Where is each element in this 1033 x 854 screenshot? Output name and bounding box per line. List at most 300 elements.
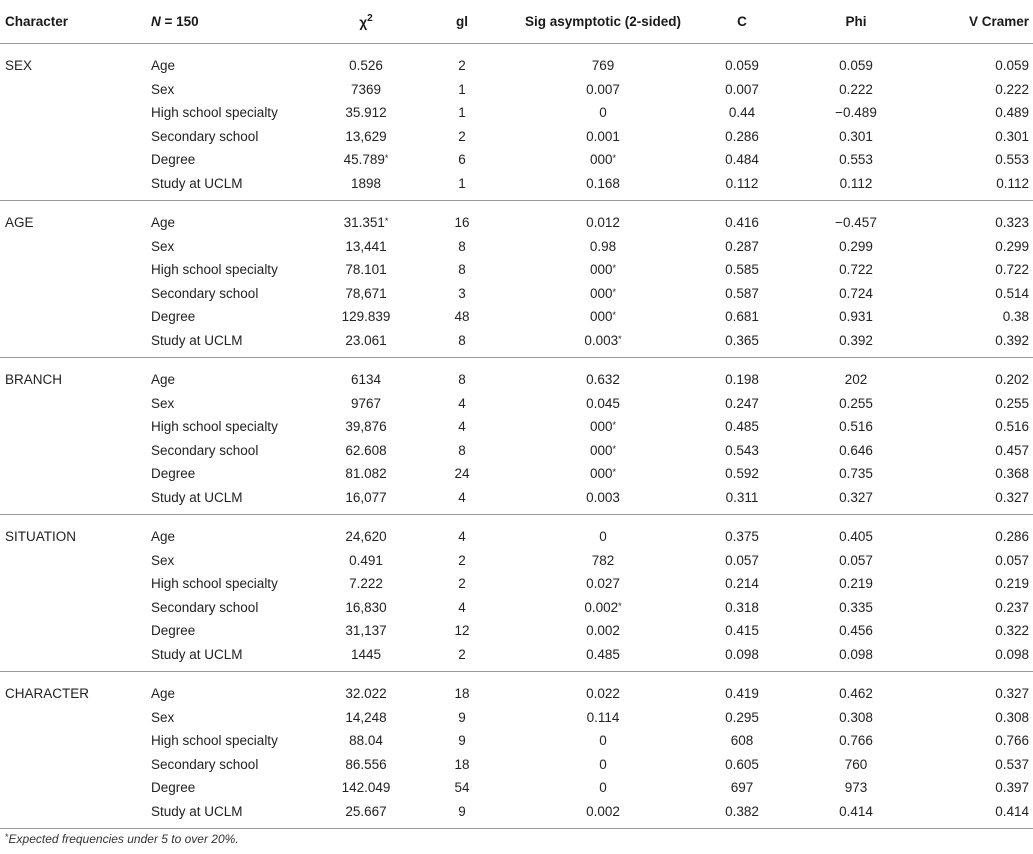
c-cell	[683, 486, 801, 515]
variable-cell	[151, 572, 331, 596]
significance-marker: *	[612, 467, 617, 478]
sig-cell-value: 0	[599, 780, 607, 796]
phi-cell	[801, 706, 911, 730]
phi-cell	[801, 643, 911, 672]
c-cell	[683, 462, 801, 486]
c-cell-value: 0.318	[725, 599, 759, 615]
v-cramer-cell-value: 0.219	[995, 576, 1029, 592]
v-cramer-cell	[911, 753, 1033, 777]
table-row	[0, 462, 1033, 486]
variable-cell	[151, 549, 331, 573]
group-label-cell	[0, 753, 151, 777]
v-cramer-cell	[911, 101, 1033, 125]
chi-square-cell-value: 24,620	[345, 529, 387, 545]
gl-cell-value: 9	[458, 803, 466, 819]
phi-cell-value: 0.112	[839, 175, 873, 191]
gl-cell-value: 9	[458, 709, 466, 725]
chi-square-cell-value: 23.061	[345, 332, 387, 348]
c-cell	[683, 201, 801, 235]
chi-square-cell	[331, 549, 401, 573]
chi-square-cell-value: 6134	[350, 372, 382, 388]
variable-cell-value: High school specialty	[151, 576, 278, 592]
gl-cell-value: 4	[458, 419, 466, 435]
sig-cell-value: 0.485	[586, 646, 620, 662]
group-label-cell	[0, 282, 151, 306]
chi-square-cell	[331, 572, 401, 596]
variable-cell-value: Sex	[151, 238, 175, 254]
sig-cell-value: 0	[599, 733, 607, 749]
c-cell	[683, 101, 801, 125]
phi-cell	[801, 78, 911, 102]
gl-cell-value: 24	[454, 466, 470, 482]
chi-square-cell-value: 7.222	[349, 576, 383, 592]
significance-marker: *	[612, 153, 617, 164]
variable-cell	[151, 282, 331, 306]
phi-cell-value: 0.735	[839, 466, 873, 482]
phi-cell-value: 0.335	[839, 599, 873, 615]
phi-cell-value: 0.766	[839, 733, 873, 749]
v-cramer-cell	[911, 706, 1033, 730]
v-cramer-cell	[911, 392, 1033, 416]
variable-cell	[151, 800, 331, 829]
variable-cell	[151, 596, 331, 620]
phi-cell	[801, 258, 911, 282]
v-cramer-cell	[911, 125, 1033, 149]
gl-cell-value: 4	[458, 489, 466, 505]
chi-square-cell	[331, 44, 401, 78]
c-cell	[683, 329, 801, 358]
chi-square-cell-value: 9767	[350, 395, 382, 411]
c-cell-value: 0.059	[725, 58, 759, 74]
table-body	[0, 44, 1033, 829]
table-row	[0, 358, 1033, 392]
c-cell	[683, 672, 801, 706]
phi-cell	[801, 329, 911, 358]
gl-cell	[401, 706, 523, 730]
chi-square-cell	[331, 329, 401, 358]
phi-cell-value: 202	[844, 372, 868, 388]
chi-square-cell	[331, 305, 401, 329]
header-v-cramer: V Cramer	[911, 0, 1033, 44]
sig-cell	[523, 672, 683, 706]
c-cell	[683, 439, 801, 463]
table-row	[0, 201, 1033, 235]
c-cell	[683, 78, 801, 102]
sig-cell	[523, 282, 683, 306]
gl-cell-value: 1	[458, 81, 466, 97]
variable-cell-value: Age	[151, 529, 176, 545]
group-label-cell	[0, 125, 151, 149]
phi-cell-value: 0.392	[839, 332, 873, 348]
chi-square-cell-value: 31,137	[345, 623, 387, 639]
gl-cell-value: 8	[458, 442, 466, 458]
c-cell-value: 0.287	[725, 238, 759, 254]
variable-cell	[151, 44, 331, 78]
sig-cell	[523, 415, 683, 439]
sig-cell	[523, 643, 683, 672]
c-cell-value: 0.365	[725, 332, 759, 348]
chi-square-cell-value: 88.04	[349, 733, 383, 749]
variable-cell	[151, 439, 331, 463]
v-cramer-cell	[911, 44, 1033, 78]
sig-cell-value: 000	[589, 442, 613, 458]
variable-cell-value: Secondary school	[151, 599, 259, 615]
v-cramer-cell-value: 0.457	[995, 442, 1029, 458]
gl-cell	[401, 619, 523, 643]
c-cell-value: 0.419	[725, 686, 759, 702]
v-cramer-cell	[911, 201, 1033, 235]
sig-cell	[523, 515, 683, 549]
significance-marker: *	[612, 263, 617, 274]
variable-cell	[151, 515, 331, 549]
phi-cell	[801, 235, 911, 259]
group-label-cell	[0, 258, 151, 282]
v-cramer-cell	[911, 148, 1033, 172]
c-cell-value: 0.286	[725, 128, 759, 144]
group-label-cell-value: SEX	[5, 58, 33, 74]
c-cell	[683, 235, 801, 259]
v-cramer-cell	[911, 486, 1033, 515]
sig-cell-value: 0.007	[586, 81, 620, 97]
sig-cell	[523, 462, 683, 486]
v-cramer-cell-value: 0.098	[995, 646, 1029, 662]
c-cell-value: 0.247	[725, 395, 759, 411]
phi-cell-value: 0.516	[839, 419, 873, 435]
sig-cell	[523, 549, 683, 573]
variable-cell	[151, 706, 331, 730]
v-cramer-cell	[911, 235, 1033, 259]
c-cell	[683, 172, 801, 201]
chi-square-cell-value: 78.101	[345, 262, 387, 278]
v-cramer-cell	[911, 439, 1033, 463]
group-label-cell	[0, 776, 151, 800]
gl-cell	[401, 753, 523, 777]
gl-cell	[401, 439, 523, 463]
table-row	[0, 486, 1033, 515]
c-cell-value: 0.007	[725, 81, 759, 97]
gl-cell-value: 1	[458, 105, 466, 121]
gl-cell	[401, 148, 523, 172]
header-character: Character	[0, 0, 151, 44]
phi-cell-value: 0.456	[839, 623, 873, 639]
table-row	[0, 44, 1033, 78]
header-chi-exponent: 2	[367, 13, 373, 24]
phi-cell	[801, 125, 911, 149]
phi-cell	[801, 515, 911, 549]
gl-cell	[401, 486, 523, 515]
chi-square-cell	[331, 258, 401, 282]
c-cell-value: 0.681	[725, 309, 759, 325]
phi-cell	[801, 619, 911, 643]
gl-cell-value: 2	[458, 58, 466, 74]
v-cramer-cell-value: 0.255	[995, 395, 1029, 411]
phi-cell-value: 0.327	[839, 489, 873, 505]
c-cell	[683, 515, 801, 549]
chi-square-cell	[331, 643, 401, 672]
chi-square-cell	[331, 358, 401, 392]
gl-cell-value: 8	[458, 262, 466, 278]
phi-cell-value: 0.222	[839, 81, 873, 97]
table-row	[0, 329, 1033, 358]
c-cell-value: 697	[730, 780, 754, 796]
gl-cell	[401, 44, 523, 78]
table-row	[0, 800, 1033, 829]
gl-cell	[401, 282, 523, 306]
v-cramer-cell-value: 0.722	[995, 262, 1029, 278]
chi-square-cell	[331, 78, 401, 102]
group-label-cell	[0, 358, 151, 392]
table-row	[0, 392, 1033, 416]
phi-cell-value: 0.299	[839, 238, 873, 254]
variable-cell-value: High school specialty	[151, 262, 278, 278]
phi-cell-value: 0.219	[839, 576, 873, 592]
variable-cell-value: Degree	[151, 466, 196, 482]
c-cell	[683, 258, 801, 282]
c-cell	[683, 596, 801, 620]
chi-square-cell-value: 129.839	[341, 309, 391, 325]
gl-cell-value: 1	[458, 175, 466, 191]
chi-square-cell-value: 1898	[350, 175, 382, 191]
table-row	[0, 596, 1033, 620]
gl-cell	[401, 392, 523, 416]
sig-cell-value: 0	[599, 529, 607, 545]
chi-square-cell-value: 7369	[350, 81, 382, 97]
sig-cell-value: 0.001	[586, 128, 620, 144]
group-label-cell-value: BRANCH	[5, 372, 63, 388]
v-cramer-cell	[911, 596, 1033, 620]
gl-cell-value: 12	[454, 623, 470, 639]
variable-cell-value: Sex	[151, 395, 175, 411]
chi-square-cell	[331, 235, 401, 259]
gl-cell-value: 2	[458, 128, 466, 144]
c-cell	[683, 44, 801, 78]
sig-cell	[523, 44, 683, 78]
chi-square-cell-value: 86.556	[345, 756, 387, 772]
sig-cell-value: 000	[589, 152, 613, 168]
v-cramer-cell	[911, 282, 1033, 306]
gl-cell-value: 54	[454, 780, 470, 796]
gl-cell	[401, 572, 523, 596]
phi-cell	[801, 486, 911, 515]
group-label-cell	[0, 672, 151, 706]
variable-cell	[151, 305, 331, 329]
gl-cell	[401, 596, 523, 620]
c-cell	[683, 572, 801, 596]
table-row	[0, 235, 1033, 259]
gl-cell-value: 4	[458, 529, 466, 545]
sig-cell-value: 000	[589, 309, 613, 325]
c-cell	[683, 125, 801, 149]
table-row	[0, 672, 1033, 706]
gl-cell-value: 18	[454, 686, 470, 702]
phi-cell-value: 0.057	[839, 552, 873, 568]
gl-cell	[401, 305, 523, 329]
v-cramer-cell	[911, 549, 1033, 573]
sig-cell	[523, 148, 683, 172]
chi-square-cell	[331, 462, 401, 486]
sig-cell	[523, 706, 683, 730]
gl-cell-value: 4	[458, 599, 466, 615]
sig-cell	[523, 235, 683, 259]
chi-square-cell-value: 14,248	[345, 709, 387, 725]
variable-cell	[151, 619, 331, 643]
group-label-cell	[0, 486, 151, 515]
v-cramer-cell-value: 0.301	[995, 128, 1029, 144]
significance-marker: *	[612, 310, 617, 321]
header-n-value: = 150	[160, 14, 199, 29]
phi-cell-value: 0.308	[839, 709, 873, 725]
gl-cell-value: 48	[454, 309, 470, 325]
table-row	[0, 415, 1033, 439]
v-cramer-cell	[911, 462, 1033, 486]
c-cell	[683, 392, 801, 416]
variable-cell-value: Secondary school	[151, 756, 259, 772]
table-row	[0, 515, 1033, 549]
sig-cell-value: 0.114	[586, 709, 620, 725]
c-cell-value: 0.382	[725, 803, 759, 819]
variable-cell-value: Study at UCLM	[151, 489, 243, 505]
sig-cell-value: 0.003	[586, 489, 620, 505]
v-cramer-cell	[911, 515, 1033, 549]
phi-cell	[801, 415, 911, 439]
v-cramer-cell-value: 0.368	[995, 466, 1029, 482]
group-label-cell	[0, 572, 151, 596]
footnote-text: Expected frequencies under 5 to over 20%.	[8, 832, 239, 846]
variable-cell	[151, 201, 331, 235]
c-cell	[683, 282, 801, 306]
header-chi-square	[331, 0, 401, 44]
variable-cell-value: Degree	[151, 309, 196, 325]
gl-cell-value: 16	[454, 215, 470, 231]
sig-cell-value: 000	[589, 262, 613, 278]
sig-cell-value: 0	[599, 105, 607, 121]
variable-cell	[151, 78, 331, 102]
phi-cell	[801, 101, 911, 125]
table-row	[0, 572, 1033, 596]
variable-cell	[151, 753, 331, 777]
gl-cell	[401, 78, 523, 102]
gl-cell	[401, 201, 523, 235]
c-cell-value: 0.375	[725, 529, 759, 545]
sig-cell-value: 0.045	[586, 395, 620, 411]
gl-cell	[401, 800, 523, 829]
sig-cell	[523, 800, 683, 829]
c-cell-value: 0.485	[725, 419, 759, 435]
variable-cell-value: High school specialty	[151, 733, 278, 749]
phi-cell	[801, 776, 911, 800]
variable-cell-value: Age	[151, 686, 176, 702]
c-cell	[683, 729, 801, 753]
v-cramer-cell-value: 0.514	[995, 285, 1029, 301]
sig-cell-value: 0.98	[589, 238, 617, 254]
group-label-cell	[0, 235, 151, 259]
v-cramer-cell-value: 0.537	[995, 756, 1029, 772]
significance-marker: *	[618, 600, 622, 611]
table-row	[0, 706, 1033, 730]
group-label-cell-value: CHARACTER	[5, 686, 90, 702]
phi-cell	[801, 201, 911, 235]
c-cell-value: 0.543	[725, 442, 759, 458]
table-footnote	[5, 832, 239, 846]
gl-cell	[401, 729, 523, 753]
phi-cell-value: −0.457	[835, 215, 877, 231]
significance-marker: *	[612, 286, 617, 297]
group-label-cell	[0, 392, 151, 416]
chi-square-cell	[331, 415, 401, 439]
group-label-cell-value: AGE	[5, 215, 34, 231]
c-cell-value: 0.214	[725, 576, 759, 592]
chi-square-cell	[331, 148, 401, 172]
phi-cell-value: 0.405	[839, 529, 873, 545]
phi-cell	[801, 672, 911, 706]
group-label-cell	[0, 729, 151, 753]
c-cell-value: 0.605	[725, 756, 759, 772]
group-label-cell	[0, 596, 151, 620]
v-cramer-cell	[911, 305, 1033, 329]
gl-cell-value: 2	[458, 552, 466, 568]
group-label-cell	[0, 172, 151, 201]
variable-cell-value: Degree	[151, 623, 196, 639]
chi-square-cell-value: 0.526	[349, 58, 383, 74]
gl-cell	[401, 358, 523, 392]
variable-cell	[151, 643, 331, 672]
phi-cell	[801, 439, 911, 463]
chi-square-cell-value: 32.022	[345, 686, 387, 702]
sig-cell	[523, 729, 683, 753]
phi-cell-value: 0.414	[839, 803, 873, 819]
table-row	[0, 172, 1033, 201]
chi-square-cell	[331, 439, 401, 463]
phi-cell	[801, 282, 911, 306]
significance-marker: *	[612, 420, 617, 431]
phi-cell-value: 0.553	[839, 152, 873, 168]
phi-cell	[801, 549, 911, 573]
sig-cell-value: 0.027	[586, 576, 620, 592]
phi-cell	[801, 800, 911, 829]
header-phi: Phi	[801, 0, 911, 44]
variable-cell-value: Study at UCLM	[151, 803, 243, 819]
chi-square-cell-value: 31.351	[343, 215, 385, 231]
v-cramer-cell	[911, 78, 1033, 102]
chi-square-cell-value: 0.491	[349, 552, 383, 568]
header-n	[151, 0, 331, 44]
chi-square-cell	[331, 596, 401, 620]
variable-cell	[151, 415, 331, 439]
header-n-symbol: N	[151, 14, 161, 29]
table-row	[0, 78, 1033, 102]
c-cell	[683, 643, 801, 672]
chi-square-cell	[331, 800, 401, 829]
chi-square-cell	[331, 619, 401, 643]
c-cell-value: 0.295	[725, 709, 759, 725]
significance-marker: *	[618, 333, 622, 344]
c-cell	[683, 148, 801, 172]
table-row	[0, 753, 1033, 777]
group-label-cell	[0, 515, 151, 549]
group-label-cell	[0, 800, 151, 829]
chi-square-cell-value: 81.082	[345, 466, 387, 482]
sig-cell-value: 0.168	[586, 175, 620, 191]
variable-cell-value: Sex	[151, 81, 175, 97]
c-cell-value: 0.416	[725, 215, 759, 231]
gl-cell-value: 3	[458, 285, 466, 301]
chi-square-cell-value: 142.049	[341, 780, 391, 796]
v-cramer-cell	[911, 258, 1033, 282]
gl-cell	[401, 258, 523, 282]
v-cramer-cell-value: 0.553	[995, 152, 1029, 168]
table-row	[0, 439, 1033, 463]
sig-cell-value: 000	[589, 419, 613, 435]
